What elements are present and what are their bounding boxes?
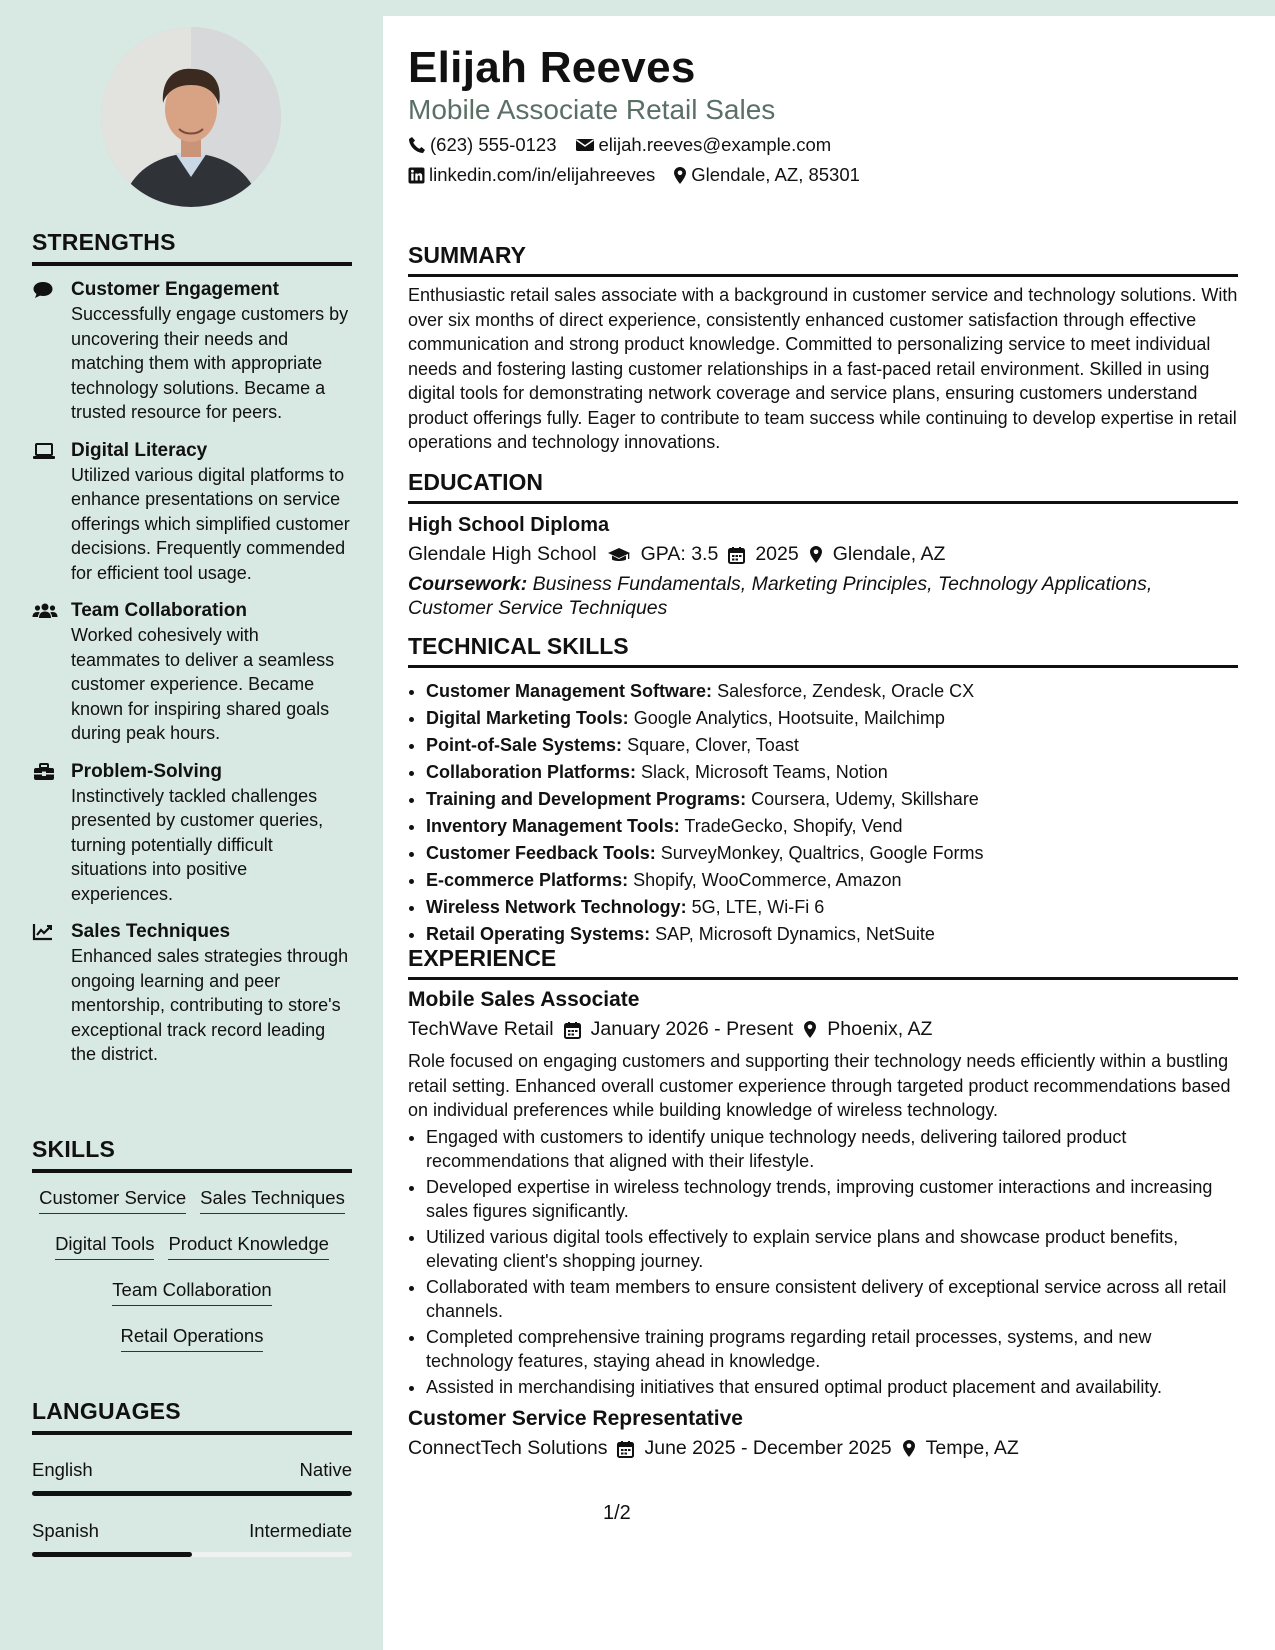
education-details [408,543,1238,566]
experience-section [408,945,1238,1460]
technical-skill-item: • Customer Management Software: Salesforce, Zendesk, Oracle CX [426,678,1238,705]
strengths-heading: STRENGTHS [32,229,352,266]
strength-desc: Enhanced sales strategies through ongoing learning and peer mentorship, contributing to store's exceptional track record leading the district. [71,946,349,1064]
linkedin-icon [408,167,425,184]
education-year: 2025 [755,543,799,565]
laptop-icon [32,441,56,461]
technical-skill-item: • Customer Feedback Tools: SurveyMonkey, Qualtrics, Google Forms [426,840,1238,867]
strength-item [32,920,352,1067]
language-level: Native [299,1459,352,1480]
toolbox-icon [32,762,56,782]
technical-skills-section [408,633,1238,948]
education-coursework [408,572,1238,620]
summary-section [408,242,1238,455]
contact-phone: (623) 555-0123 [408,134,557,156]
skill-tag: Team Collaboration [112,1279,271,1306]
education-section [408,469,1238,620]
calendar-icon [564,1021,581,1039]
chart-line-icon [32,922,56,942]
job-title: Customer Service Representative [408,1407,743,1430]
main-content [383,16,1275,1650]
job-details [408,1437,1238,1460]
job-entry [408,988,1238,1399]
language-proficiency-bar [32,1491,352,1496]
technical-skill-item: • Collaboration Platforms: Slack, Microsoft Teams, Notion [426,759,1238,786]
job-location: Phoenix, AZ [827,1018,933,1040]
language-proficiency-fill [32,1491,352,1496]
skill-tag: Customer Service [39,1187,186,1214]
candidate-name: Elijah Reeves [408,43,696,92]
job-details [408,1018,1238,1041]
strength-title: Digital Literacy [71,439,208,461]
job-dates: June 2025 - December 2025 [644,1437,892,1459]
skill-tag: Digital Tools [55,1233,154,1260]
languages-section [32,1398,352,1557]
job-company: TechWave Retail [408,1018,554,1040]
sidebar [0,0,383,1650]
technical-skill-item: • Digital Marketing Tools: Google Analytics, Hootsuite, Mailchimp [426,705,1238,732]
strengths-section [32,229,352,1067]
education-degree: High School Diploma [408,514,610,536]
map-pin-icon [902,1439,916,1458]
education-gpa: GPA: 3.5 [640,543,719,565]
strength-item [32,760,352,907]
coursework-list: Business Fundamentals, Marketing Principles, Technology Applications, Customer Service Techniques [408,573,1153,619]
chat-bubble-icon [32,280,56,300]
language-level: Intermediate [249,1520,352,1541]
technical-skill-item: • Inventory Management Tools: TradeGecko, Shopify, Vend [426,813,1238,840]
strength-title: Team Collaboration [71,600,247,621]
job-bullet: • Developed expertise in wireless technology trends, improving customer interactions and increasing sales figures significantly. [426,1175,1238,1224]
strength-desc: Successfully engage customers by uncovering their needs and matching them with appropriate technology solutions. Became a trusted resource for peers. [71,304,349,422]
job-entry [408,1407,1238,1460]
map-pin-icon [673,166,687,185]
summary-text: Enthusiastic retail sales associate with a background in customer service and technology solutions. With over six months of direct experience, consistently enhanced customer satisfaction through effective communication and strong product knowledge. Committed to personalizing service to meet individual needs and fostering lasting customer relationships in a fast-paced retail environment. Skilled in using digital tools for demonstrating network coverage and service plans, ensuring customers understand product offerings fully. Eager to contribute to team success while continuing to develop expertise in retail operations and technology innovations. [408,285,1238,452]
experience-heading: EXPERIENCE [408,945,1238,980]
languages-heading: LANGUAGES [32,1398,352,1435]
job-bullet: • Assisted in merchandising initiatives that ensured optimal product placement and availability. [426,1375,1238,1400]
phone-icon [408,136,426,154]
skill-tag: Product Knowledge [168,1233,328,1260]
contact-location: Glendale, AZ, 85301 [673,164,860,186]
job-bullets [408,1125,1238,1400]
profile-photo [101,27,281,207]
job-bullet: • Utilized various digital tools effectively to explain service plans and showcase product benefits, elevating client's shopping journey. [426,1225,1238,1274]
coursework-label: Coursework: [408,573,528,595]
page-number: 1/2 [603,1502,631,1524]
language-name: Spanish [32,1520,99,1541]
strength-title: Sales Techniques [71,921,231,942]
job-title: Mobile Sales Associate [408,988,640,1011]
language-name: English [32,1459,93,1480]
education-location: Glendale, AZ [832,543,946,565]
candidate-title: Mobile Associate Retail Sales [408,94,776,125]
technical-skills-list [408,678,1238,948]
summary-heading: SUMMARY [408,242,1238,277]
language-item [32,1520,352,1557]
contact-email: elijah.reeves@example.com [575,134,832,156]
strength-desc: Instinctively tackled challenges presented by customer queries, turning potentially difficult situations into positive experiences. [71,785,324,904]
technical-skill-item: • Wireless Network Technology: 5G, LTE, Wi-Fi 6 [426,894,1238,921]
skills-section [32,1136,352,1371]
calendar-icon [617,1440,634,1458]
contact-row [408,134,849,156]
job-bullet: • Collaborated with team members to ensure consistent delivery of exceptional service across all retail channels. [426,1275,1238,1324]
contact-row [408,164,878,186]
technical-skill-item: • E-commerce Platforms: Shopify, WooCommerce, Amazon [426,867,1238,894]
graduation-cap-icon [607,546,631,564]
job-location: Tempe, AZ [925,1437,1019,1459]
skills-heading: SKILLS [32,1136,352,1173]
strength-item [32,439,352,586]
language-proficiency-fill [32,1552,192,1557]
strength-title: Problem-Solving [71,760,222,782]
skill-tag: Retail Operations [121,1325,264,1352]
education-school: Glendale High School [408,543,597,565]
strength-item [32,278,352,425]
map-pin-icon [803,1020,817,1039]
technical-skill-item: • Training and Development Programs: Coursera, Udemy, Skillshare [426,786,1238,813]
education-heading: EDUCATION [408,469,1238,504]
job-company: ConnectTech Solutions [408,1437,608,1459]
language-proficiency-bar [32,1552,352,1557]
contact-linkedin: linkedin.com/in/elijahreeves [408,164,655,186]
users-icon [32,601,56,621]
technical-skills-heading: TECHNICAL SKILLS [408,633,1238,668]
job-dates: January 2026 - Present [590,1018,794,1040]
job-bullet: • Engaged with customers to identify unique technology needs, delivering tailored product recommendations that aligned with their lifestyle. [426,1125,1238,1174]
strength-title: Customer Engagement [71,279,279,300]
skills-list [32,1173,352,1371]
envelope-icon [575,137,595,153]
strength-desc: Utilized various digital platforms to enhance presentations on service offerings which simplified customer decisions. Frequently commended for efficient tool usage. [71,464,350,583]
calendar-icon [728,546,745,564]
job-bullet: • Completed comprehensive training programs regarding retail processes, systems, and new technology features, staying ahead in knowledge. [426,1325,1238,1374]
job-summary: Role focused on engaging customers and supporting their technology needs efficiently within a bustling retail setting. Enhanced overall customer experience through targeted product recommendations based on individual preferences while building knowledge of wireless technology. [408,1051,1231,1120]
strength-item [32,599,352,746]
technical-skill-item: • Point-of-Sale Systems: Square, Clover, Toast [426,732,1238,759]
strength-desc: Worked cohesively with teammates to deliver a seamless customer experience. Became known for inspiring shared goals during peak hours. [71,625,335,743]
language-item [32,1459,352,1496]
skill-tag: Sales Techniques [200,1187,345,1214]
technical-skill-item: • Retail Operating Systems: SAP, Microsoft Dynamics, NetSuite [426,921,1238,948]
map-pin-icon [809,545,823,564]
